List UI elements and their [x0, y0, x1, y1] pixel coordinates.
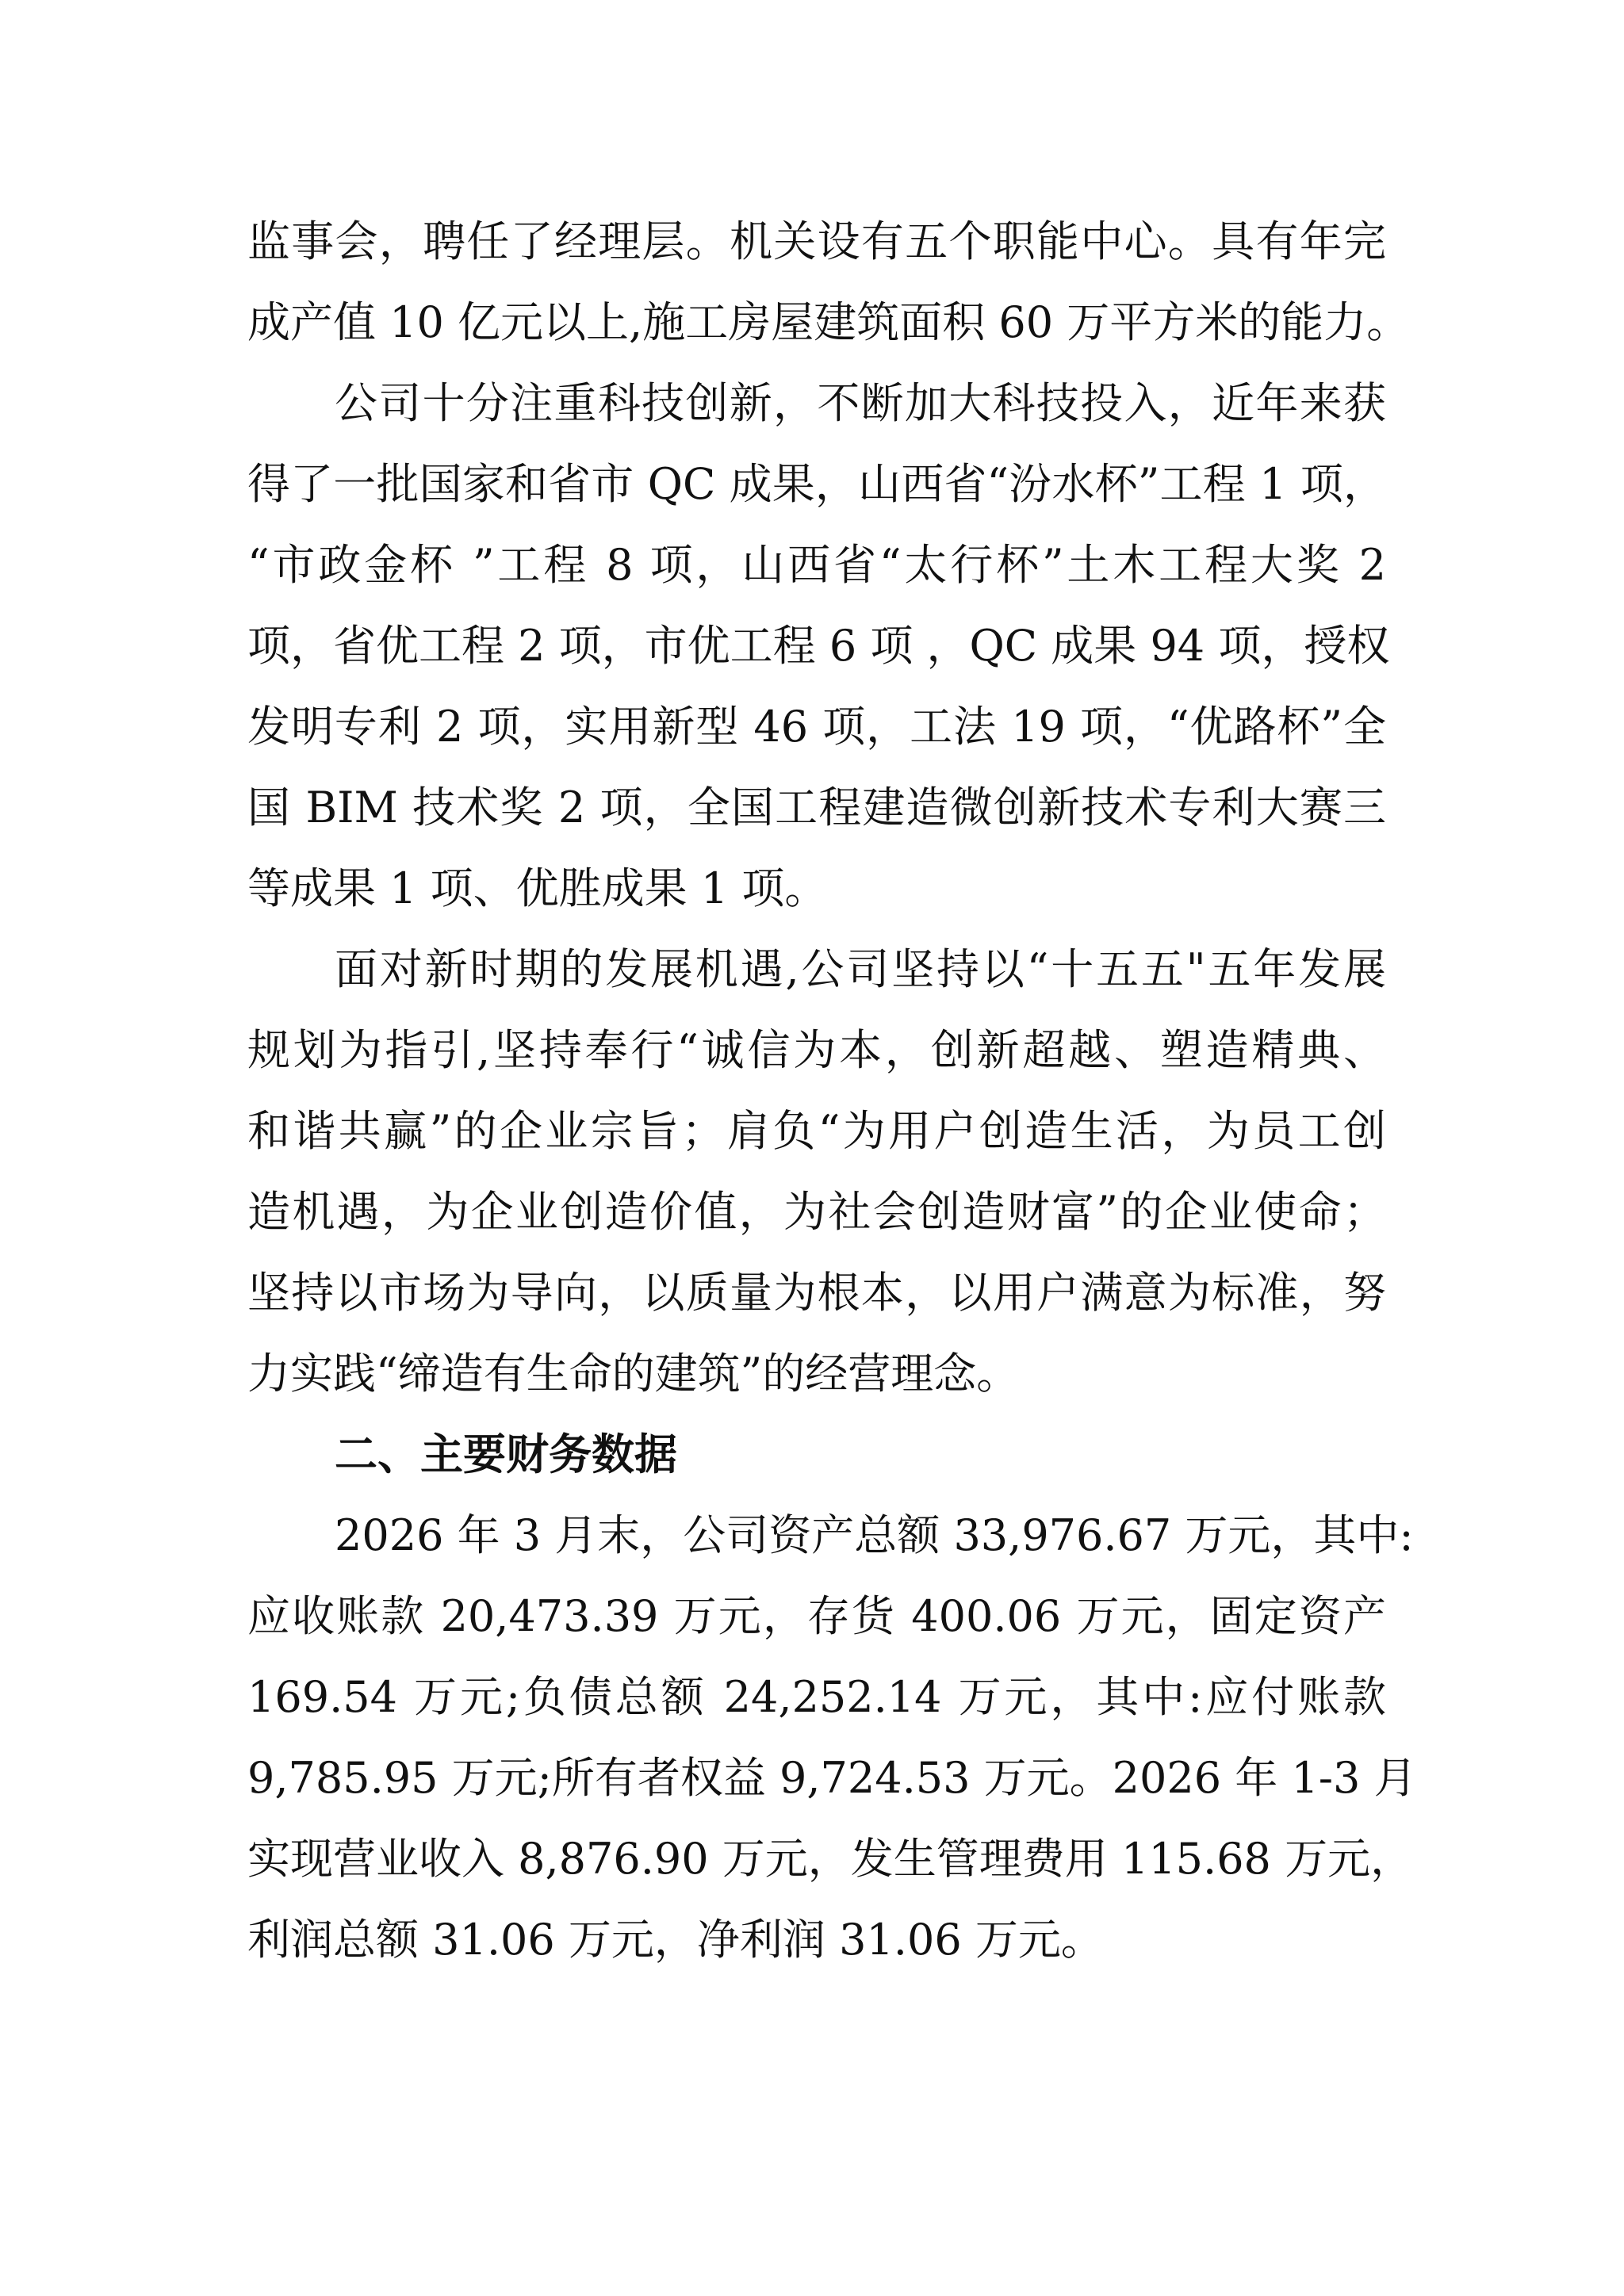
paragraph-line: 规划为指引,坚持奉行“诚信为本，创新超越、塑造精典、 — [247, 1025, 1386, 1075]
paragraph-line: 169.54 万元;负债总额 24,252.14 万元，其中:应付账款 — [247, 1672, 1386, 1722]
paragraph-line: 项，省优工程 2 项，市优工程 6 项 ，QC 成果 94 项，授权 — [247, 621, 1390, 671]
paragraph-line: 监事会，聘任了经理层。机关设有五个职能中心。具有年完 — [247, 216, 1386, 266]
paragraph-line: 2026 年 3 月末，公司资产总额 33,976.67 万元，其中: — [335, 1510, 1414, 1560]
paragraph-line: 等成果 1 项、优胜成果 1 项。 — [247, 863, 828, 913]
paragraph-line: 成产值 10 亿元以上,施工房屋建筑面积 60 万平方米的能力。 — [247, 297, 1410, 347]
paragraph-line: 国 BIM 技术奖 2 项，全国工程建造微创新技术专利大赛三 — [247, 783, 1386, 832]
paragraph-line: 公司十分注重科技创新，不断加大科技投入，近年来获 — [335, 378, 1386, 428]
paragraph-line: 得了一批国家和省市 QC 成果，山西省“汾水杯”工程 1 项， — [247, 459, 1386, 509]
document-body — [247, 208, 1417, 1987]
paragraph-line: 面对新时期的发展机遇,公司坚持以“十五五"五年发展 — [335, 944, 1386, 994]
paragraph-line: 9,785.95 万元;所有者权益 9,724.53 万元。2026 年 1-3 月 — [247, 1753, 1417, 1803]
paragraph-line: 造机遇，为企业创造价值，为社会创造财富”的企业使命； — [247, 1187, 1386, 1237]
section-heading: 二、主要财务数据 — [335, 1429, 677, 1479]
paragraph-line: 实现营业收入 8,876.90 万元，发生管理费用 115.68 万元， — [247, 1834, 1414, 1884]
paragraph-line: 应收账款 20,473.39 万元，存货 400.06 万元，固定资产 — [247, 1591, 1386, 1641]
paragraph-line: 坚持以市场为导向，以质量为根本，以用户满意为标准，努 — [247, 1268, 1386, 1318]
paragraph-line: “市政金杯 ”工程 8 项，山西省“太行杯”土木工程大奖 2 — [247, 540, 1386, 590]
paragraph-line: 利润总额 31.06 万元，净利润 31.06 万元。 — [247, 1915, 1104, 1965]
paragraph-line: 发明专利 2 项，实用新型 46 项，工法 19 项，“优路杯”全 — [247, 702, 1386, 752]
paragraph-line: 力实践“缔造有生命的建筑”的经营理念。 — [247, 1349, 1020, 1399]
paragraph-line: 和谐共赢”的企业宗旨；肩负“为用户创造生活，为员工创 — [247, 1106, 1386, 1156]
